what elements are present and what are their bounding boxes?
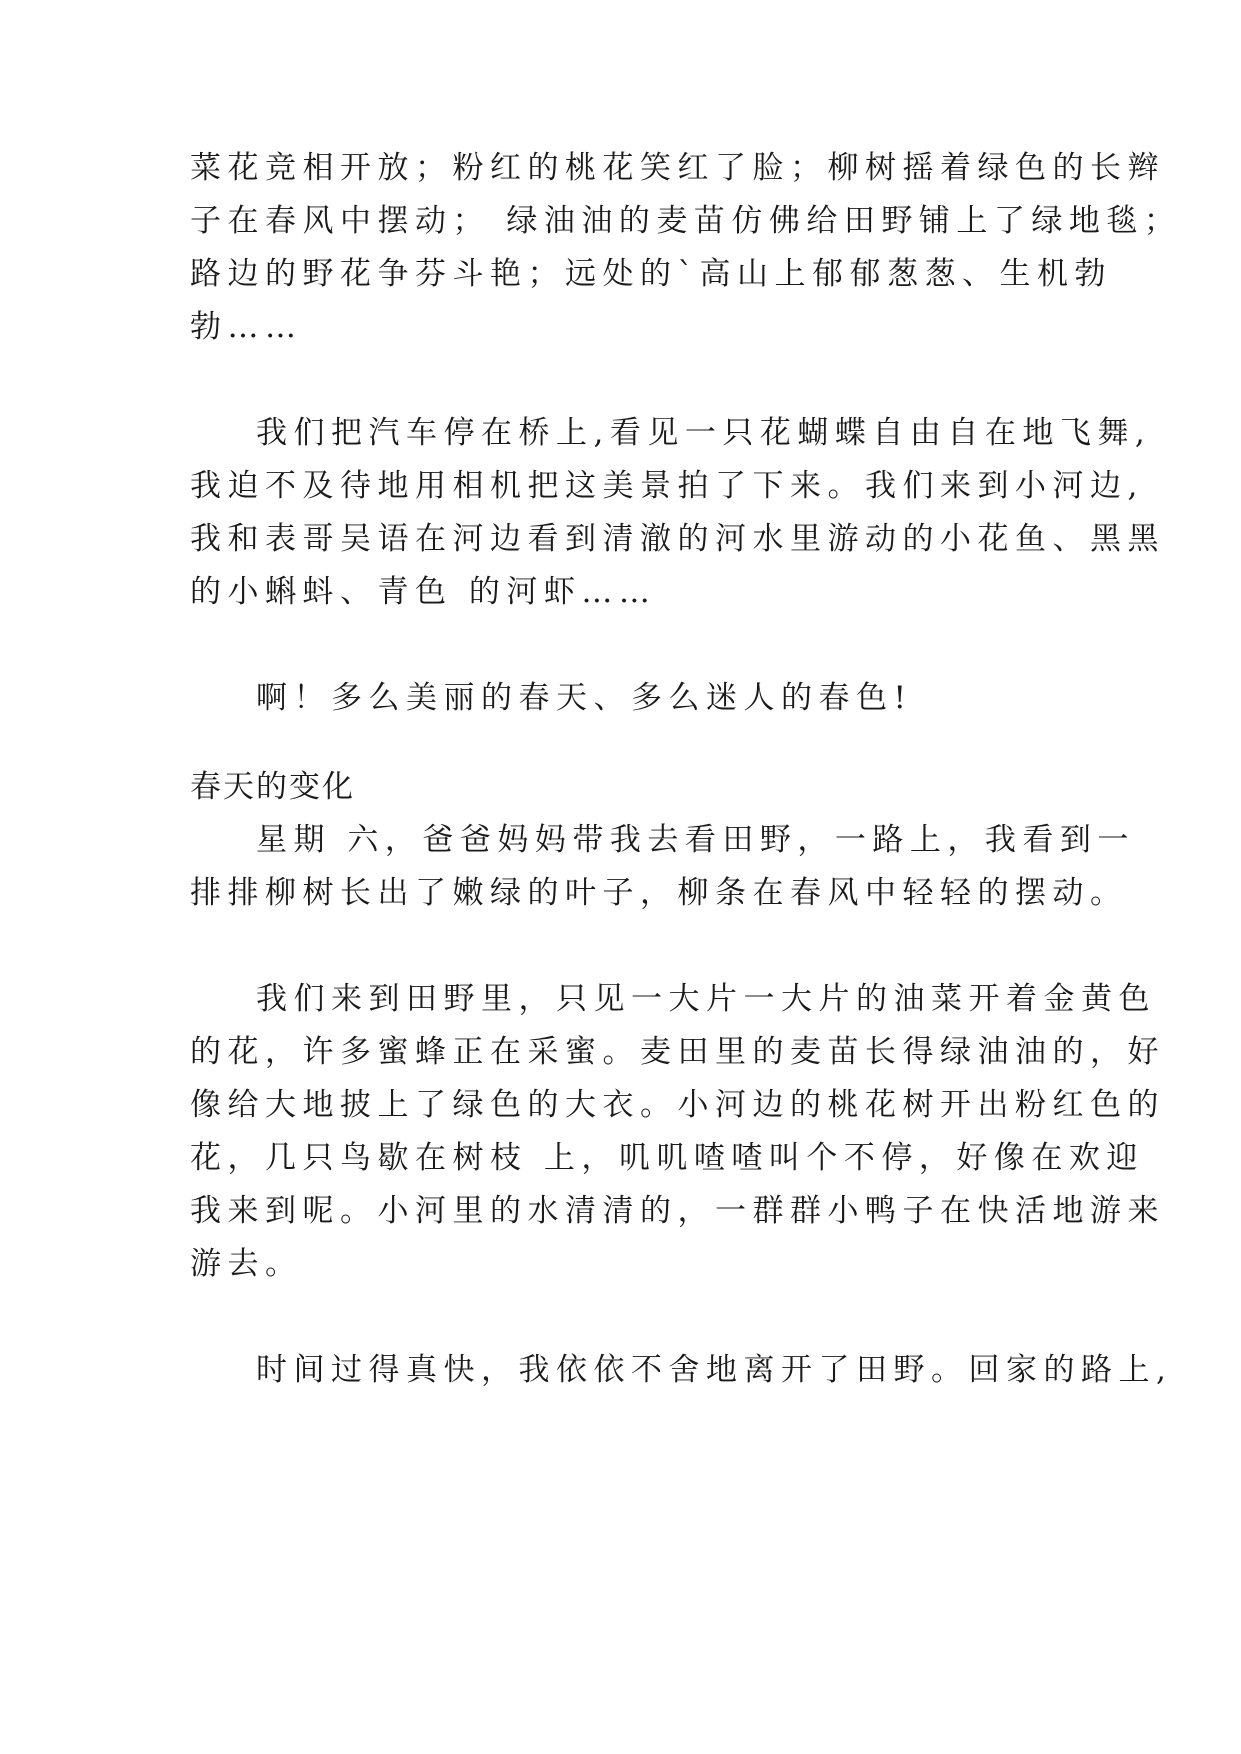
text-line: 的小蝌蚪、青色 的河虾…… (190, 574, 657, 610)
text-line: 路边的野花争芬斗艳；远处的`高山上郁郁葱葱、生机勃 (190, 256, 1112, 292)
text-line: 游去。 (190, 1246, 303, 1282)
text-line: 排排柳树长出了嫩绿的叶子，柳条在春风中轻轻的摆动。 (190, 875, 1128, 911)
text-line: 菜花竞相开放；粉红的桃花笑红了脸；柳树摇着绿色的长辫 (190, 150, 1165, 186)
text-line: 像给大地披上了绿色的大衣。小河边的桃花树开出粉红色的 (190, 1087, 1165, 1123)
text-line: 我来到呢。小河里的水清清的，一群群小鸭子在快活地游来 (190, 1193, 1165, 1229)
text-line: 我和表哥吴语在河边看到清澈的河水里游动的小花鱼、黑黑 (190, 521, 1165, 557)
text-line: 我们来到田野里，只见一大片一大片的油菜开着金黄色 (256, 981, 1156, 1017)
text-line: 花，几只鸟歇在树枝 上，叽叽喳喳叫个不停，好像在欢迎 (190, 1140, 1144, 1176)
section-heading: 春天的变化 (190, 769, 355, 805)
text-line: 时间过得真快，我依依不舍地离开了田野。回家的路上, (256, 1352, 1173, 1388)
text-line: 星期 六，爸爸妈妈带我去看田野，一路上，我看到一 (256, 822, 1135, 858)
text-line: 我迫不及待地用相机把这美景拍了下来。我们来到小河边, (190, 468, 1144, 504)
text-line: 的花，许多蜜蜂正在采蜜。麦田里的麦苗长得绿油油的，好 (190, 1034, 1165, 1070)
text-line: 子在春风中摆动； 绿油油的麦苗仿佛给田野铺上了绿地毯； (190, 203, 1182, 239)
text-line: 啊！多么美丽的春天、多么迷人的春色! (256, 680, 913, 716)
text-line: 我们把汽车停在桥上,看见一只花蝴蝶自由自在地飞舞, (256, 415, 1152, 451)
text-line: 勃…… (190, 309, 303, 345)
